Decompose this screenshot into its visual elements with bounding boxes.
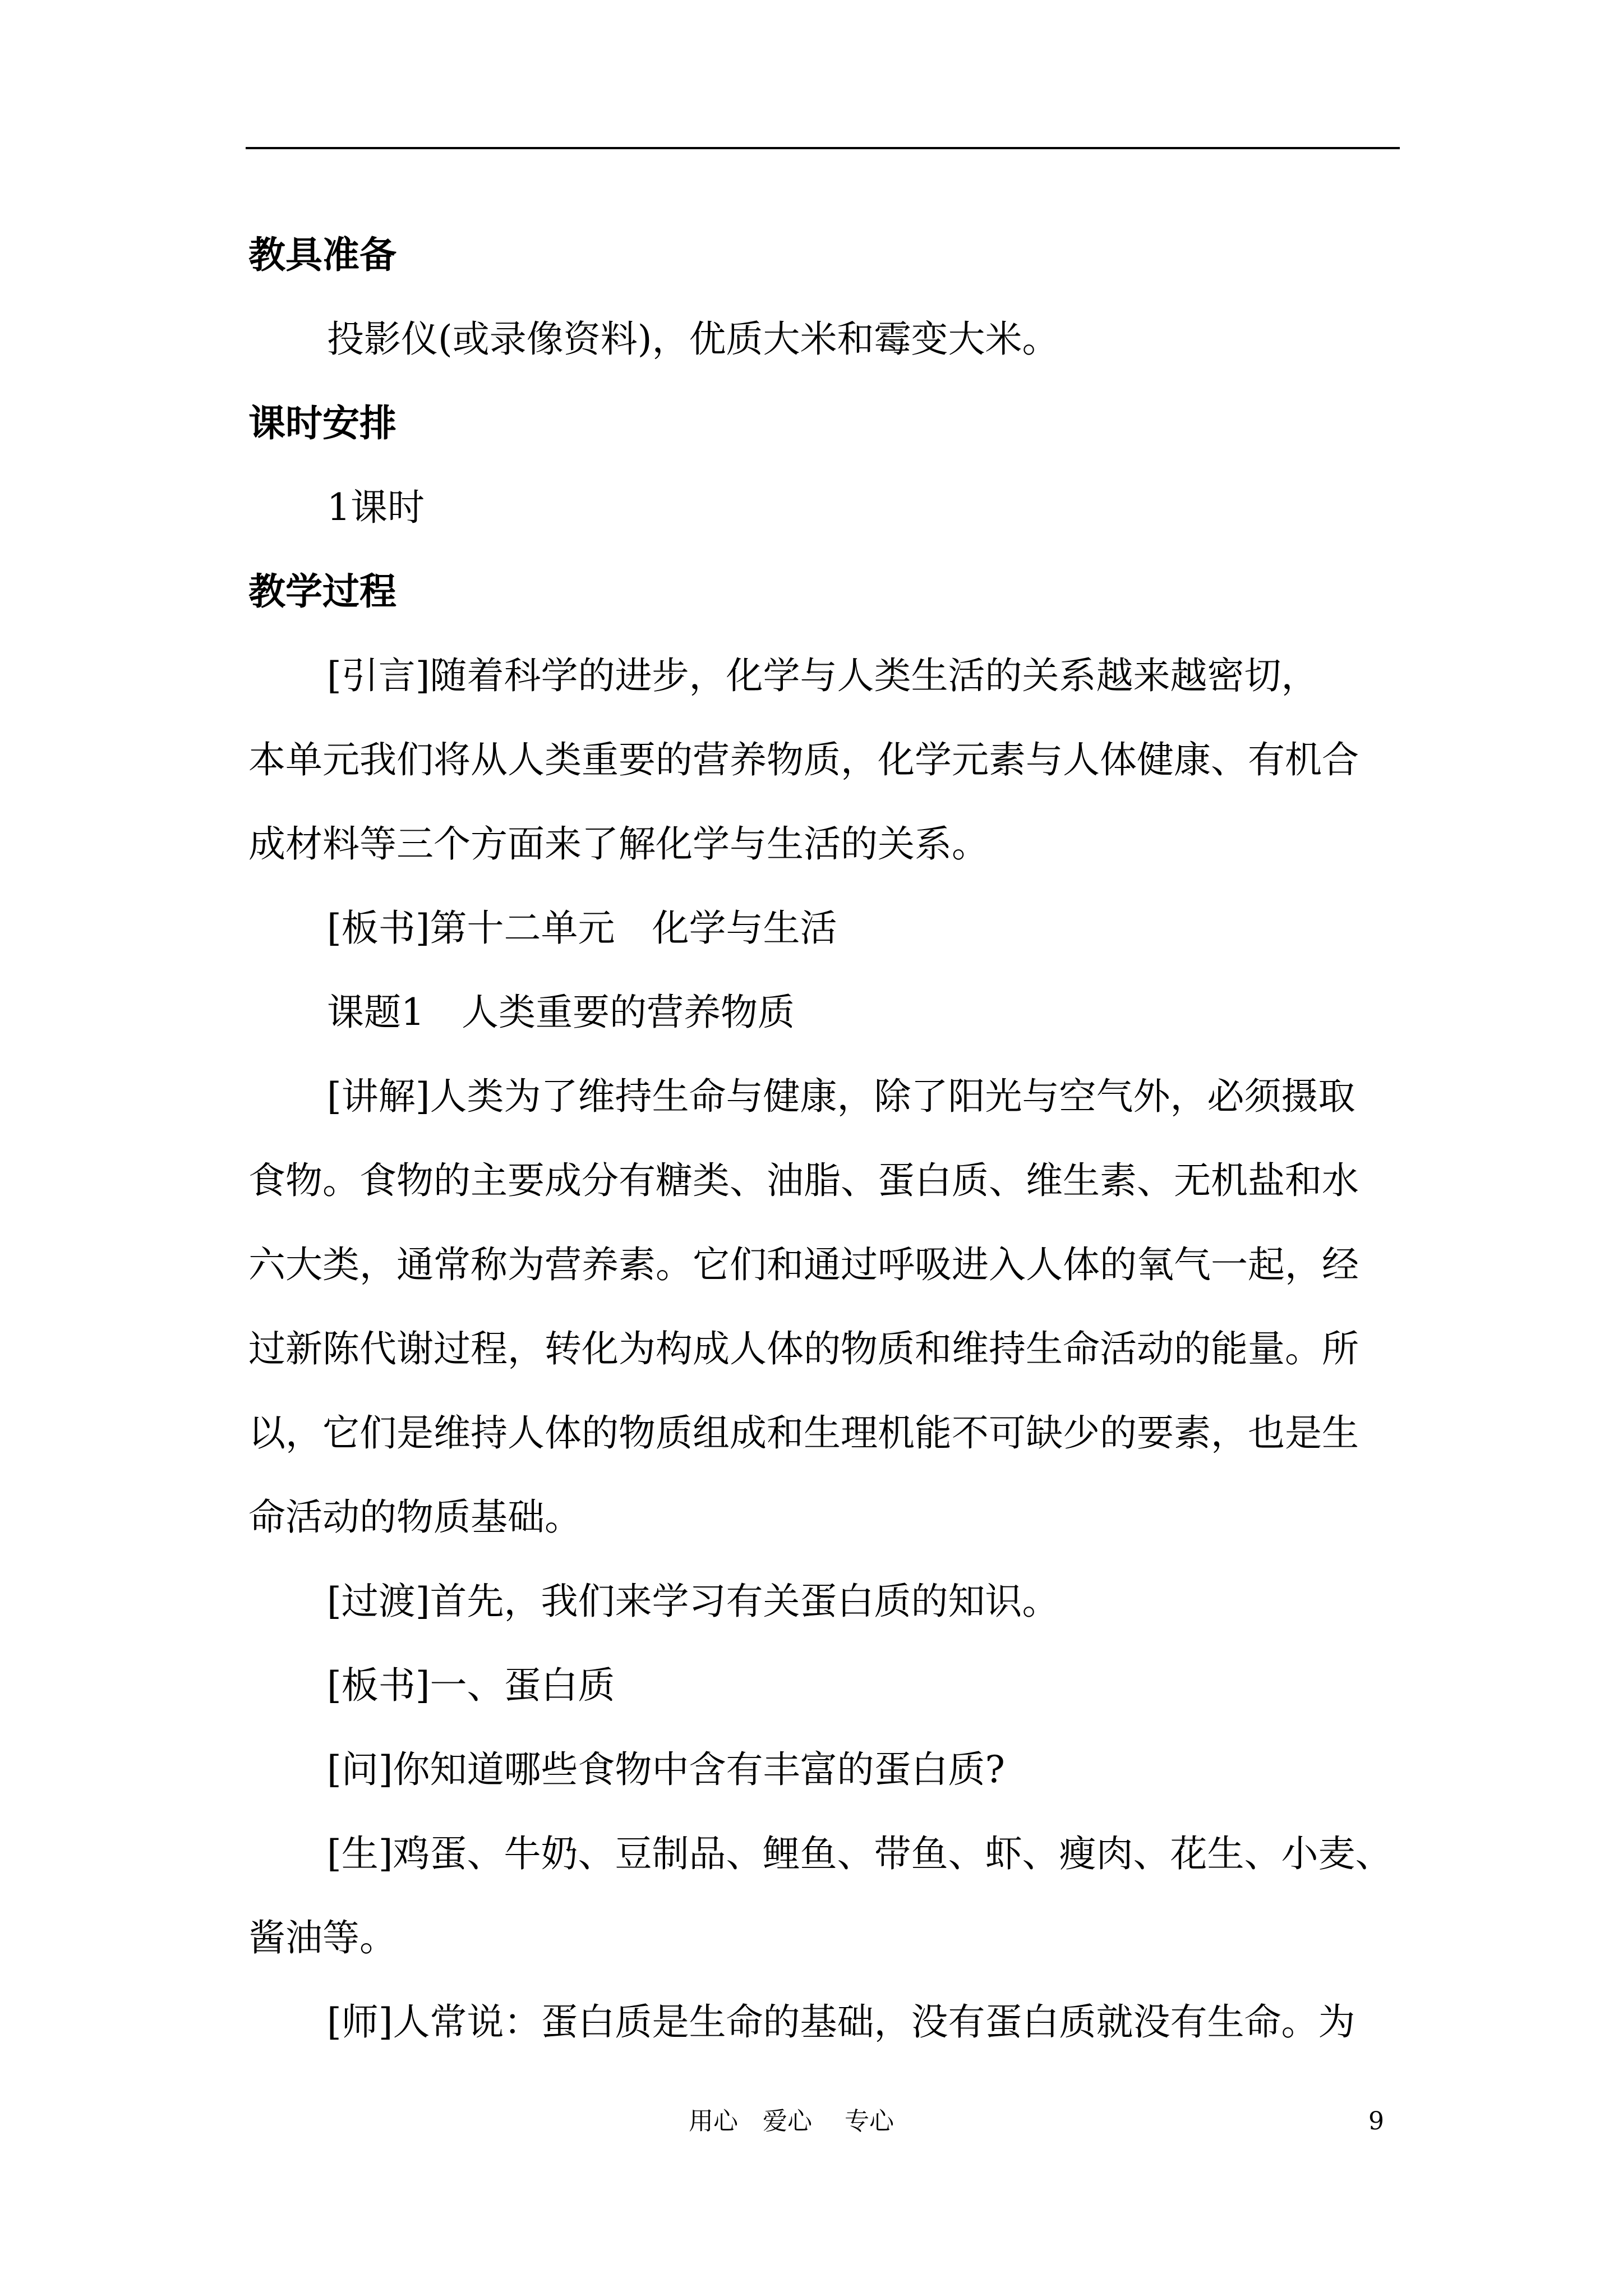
paragraph-line: 本单元我们将从人类重要的营养物质，化学元素与人体健康、有机合 bbox=[248, 738, 1359, 781]
paragraph-line: [讲解]人类为了维持生命与健康，除了阳光与空气外，必须摄取 bbox=[327, 1075, 1355, 1118]
paragraph-line: 过新陈代谢过程，转化为构成人体的物质和维持生命活动的能量。所 bbox=[248, 1327, 1359, 1370]
section-heading-teaching-process: 教学过程 bbox=[248, 570, 396, 613]
paragraph-line: 命活动的物质基础。 bbox=[248, 1496, 582, 1539]
paragraph-line: 课题1 人类重要的营养物质 bbox=[327, 991, 795, 1034]
paragraph-line: [板书]一、蛋白质 bbox=[327, 1664, 615, 1707]
paragraph-line: [问]你知道哪些食物中含有丰富的蛋白质? bbox=[327, 1748, 1005, 1791]
header-rule bbox=[246, 147, 1400, 149]
paragraph-line: 以，它们是维持人体的物质组成和生理机能不可缺少的要素，也是生 bbox=[248, 1411, 1359, 1455]
paragraph-line: [生]鸡蛋、牛奶、豆制品、鲤鱼、带鱼、虾、瘦肉、花生、小麦、 bbox=[327, 1832, 1393, 1875]
paragraph-line: 成材料等三个方面来了解化学与生活的关系。 bbox=[248, 822, 989, 866]
section-heading-schedule: 课时安排 bbox=[248, 402, 396, 445]
paragraph-line: [师]人常说：蛋白质是生命的基础，没有蛋白质就没有生命。为 bbox=[327, 2000, 1355, 2044]
paragraph-line: [过渡]首先，我们来学习有关蛋白质的知识。 bbox=[327, 1580, 1059, 1623]
page-number: 9 bbox=[1368, 2107, 1384, 2136]
schedule-text: 1课时 bbox=[327, 486, 425, 529]
paragraph-line: 酱油等。 bbox=[248, 1916, 396, 1959]
document-body bbox=[248, 213, 1398, 2064]
section-heading-teaching-aids: 教具准备 bbox=[248, 233, 396, 277]
paragraph-line: [板书]第十二单元 化学与生活 bbox=[327, 907, 837, 950]
paragraph-line: [引言]随着科学的进步，化学与人类生活的关系越来越密切， bbox=[327, 654, 1318, 697]
paragraph-line: 食物。食物的主要成分有糖类、油脂、蛋白质、维生素、无机盐和水 bbox=[248, 1159, 1359, 1202]
teaching-aids-text: 投影仪(或录像资料)，优质大米和霉变大米。 bbox=[327, 318, 1059, 361]
paragraph-line: 六大类，通常称为营养素。它们和通过呼吸进入人体的氧气一起，经 bbox=[248, 1243, 1359, 1286]
footer-motto: 用心 爱心 专心 bbox=[689, 2107, 894, 2136]
